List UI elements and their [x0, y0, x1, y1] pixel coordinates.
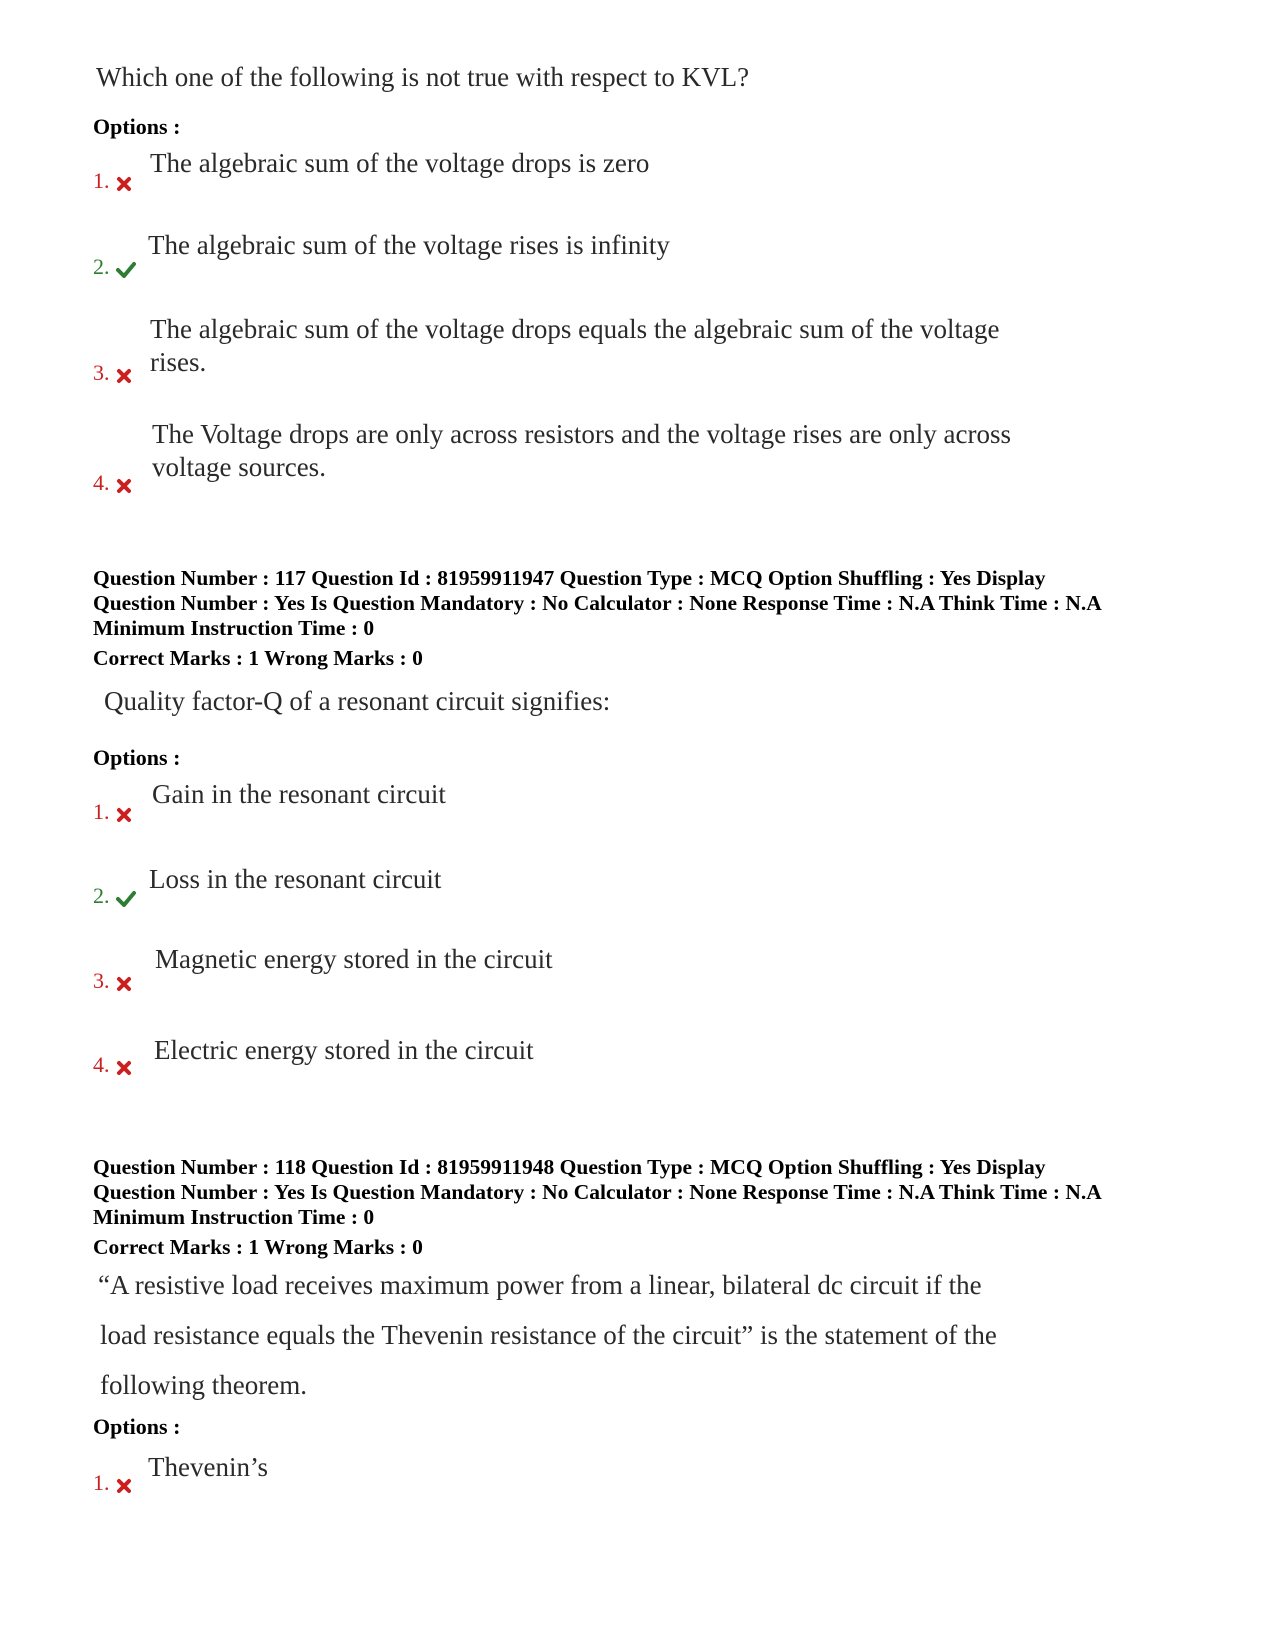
cross-icon [116, 1478, 132, 1494]
option-text: The algebraic sum of the voltage drops is zero [150, 148, 650, 178]
option-marker [93, 168, 132, 194]
option-marker [93, 968, 132, 994]
option-marker [93, 254, 136, 280]
cross-icon [116, 176, 132, 192]
check-icon [116, 262, 136, 278]
question-meta-line: Minimum Instruction Time : 0 [93, 1205, 375, 1229]
question-meta-line: Question Number : Yes Is Question Mandatory : No Calculator : None Response Time : N.A Think Time : N.A [93, 591, 1102, 615]
option-text: voltage sources. [152, 452, 326, 482]
check-icon [116, 891, 136, 907]
cross-icon [116, 807, 132, 823]
question-meta-line: Question Number : 118 Question Id : 81959911948 Question Type : MCQ Option Shuffling : Yes Display [93, 1155, 1046, 1179]
option-number: 1. [93, 799, 110, 824]
question-text: load resistance equals the Thevenin resistance of the circuit” is the statement of the [100, 1320, 997, 1350]
options-label: Options : [93, 1414, 181, 1439]
question-meta-line: Question Number : Yes Is Question Mandatory : No Calculator : None Response Time : N.A Think Time : N.A [93, 1180, 1102, 1204]
option-text: The algebraic sum of the voltage rises is infinity [148, 230, 670, 260]
question-text: “A resistive load receives maximum power from a linear, bilateral dc circuit if the [98, 1270, 982, 1300]
option-text: Electric energy stored in the circuit [154, 1035, 534, 1065]
option-number: 3. [93, 360, 110, 385]
option-marker [93, 799, 132, 825]
option-marker [93, 1470, 132, 1496]
option-number: 2. [93, 254, 110, 279]
option-text: Thevenin’s [148, 1452, 268, 1482]
question-text: Which one of the following is not true with respect to KVL? [96, 62, 750, 92]
option-number: 1. [93, 1470, 110, 1495]
option-number: 2. [93, 883, 110, 908]
option-text: rises. [150, 347, 207, 377]
option-text: The algebraic sum of the voltage drops equals the algebraic sum of the voltage [150, 314, 1000, 344]
options-label: Options : [93, 114, 181, 139]
options-label: Options : [93, 745, 181, 770]
option-text: The Voltage drops are only across resistors and the voltage rises are only across [152, 419, 1012, 449]
option-marker [93, 360, 132, 386]
question-meta-line: Minimum Instruction Time : 0 [93, 616, 375, 640]
cross-icon [116, 1060, 132, 1076]
cross-icon [116, 368, 132, 384]
cross-icon [116, 976, 132, 992]
option-marker [93, 470, 132, 496]
option-number: 4. [93, 470, 110, 495]
option-text: Magnetic energy stored in the circuit [155, 944, 553, 974]
option-number: 1. [93, 168, 110, 193]
marks-line: Correct Marks : 1 Wrong Marks : 0 [93, 646, 423, 670]
question-text: Quality factor-Q of a resonant circuit signifies: [104, 686, 611, 716]
cross-icon [116, 478, 132, 494]
option-marker [93, 1052, 132, 1078]
question-text: following theorem. [100, 1370, 307, 1400]
option-number: 3. [93, 968, 110, 993]
option-text: Loss in the resonant circuit [149, 864, 442, 894]
question-meta-line: Question Number : 117 Question Id : 81959911947 Question Type : MCQ Option Shuffling : Yes Display [93, 566, 1046, 590]
option-number: 4. [93, 1052, 110, 1077]
option-marker [93, 883, 136, 909]
marks-line: Correct Marks : 1 Wrong Marks : 0 [93, 1235, 423, 1259]
option-text: Gain in the resonant circuit [152, 779, 446, 809]
